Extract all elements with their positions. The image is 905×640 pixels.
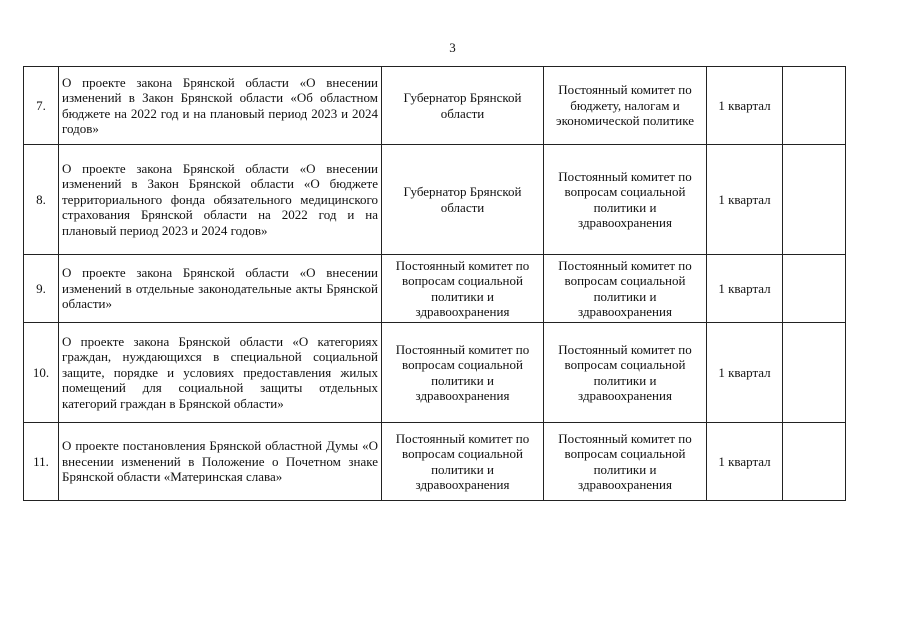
table-row xyxy=(24,145,846,255)
item-extra xyxy=(783,423,846,501)
item-extra xyxy=(783,67,846,145)
item-initiator: Губернатор Брянской области xyxy=(382,67,544,145)
table-row xyxy=(24,255,846,323)
item-title: О проекте закона Брянской области «О внесении изменений в Закон Брянской области «Об областном бюджете на 2022 год и на плановый период 2023 и 2024 годов» xyxy=(59,67,382,145)
item-title: О проекте закона Брянской области «О внесении изменений в Закон Брянской области «О бюджете территориального фонда обязательного медицинского страхования Брянской области на 2022 год и на плановый период 2023 и 2024 годов» xyxy=(59,145,382,255)
table-row xyxy=(24,323,846,423)
item-title: О проекте закона Брянской области «О внесении изменений в отдельные законодательные акты Брянской области» xyxy=(59,255,382,323)
row-number: 11. xyxy=(24,423,59,501)
row-number: 10. xyxy=(24,323,59,423)
item-initiator: Постоянный комитет по вопросам социальной политики и здравоохранения xyxy=(382,323,544,423)
row-number: 7. xyxy=(24,67,59,145)
item-extra xyxy=(783,255,846,323)
table-row xyxy=(24,423,846,501)
page-number: 3 xyxy=(449,40,456,55)
table-row xyxy=(24,67,846,145)
item-extra xyxy=(783,323,846,423)
row-number: 9. xyxy=(24,255,59,323)
item-committee: Постоянный комитет по вопросам социальной политики и здравоохранения xyxy=(544,323,707,423)
row-number: 8. xyxy=(24,145,59,255)
plan-table xyxy=(23,66,846,501)
item-title: О проекте постановления Брянской областной Думы «О внесении изменений в Положение о Почетном знаке Брянской области «Материнская слава» xyxy=(59,423,382,501)
item-initiator: Постоянный комитет по вопросам социальной политики и здравоохранения xyxy=(382,423,544,501)
item-committee: Постоянный комитет по бюджету, налогам и экономической политике xyxy=(544,67,707,145)
item-period: 1 квартал xyxy=(707,323,783,423)
item-committee: Постоянный комитет по вопросам социальной политики и здравоохранения xyxy=(544,423,707,501)
item-initiator: Постоянный комитет по вопросам социальной политики и здравоохранения xyxy=(382,255,544,323)
item-extra xyxy=(783,145,846,255)
item-title: О проекте закона Брянской области «О категориях граждан, нуждающихся в специальной социальной защите, порядке и условиях предоставления жилых помещений для социальной защиты отдельных категорий граждан в Брянской области» xyxy=(59,323,382,423)
item-period: 1 квартал xyxy=(707,67,783,145)
item-initiator: Губернатор Брянской области xyxy=(382,145,544,255)
item-committee: Постоянный комитет по вопросам социальной политики и здравоохранения xyxy=(544,145,707,255)
item-period: 1 квартал xyxy=(707,145,783,255)
item-committee: Постоянный комитет по вопросам социальной политики и здравоохранения xyxy=(544,255,707,323)
item-period: 1 квартал xyxy=(707,423,783,501)
item-period: 1 квартал xyxy=(707,255,783,323)
